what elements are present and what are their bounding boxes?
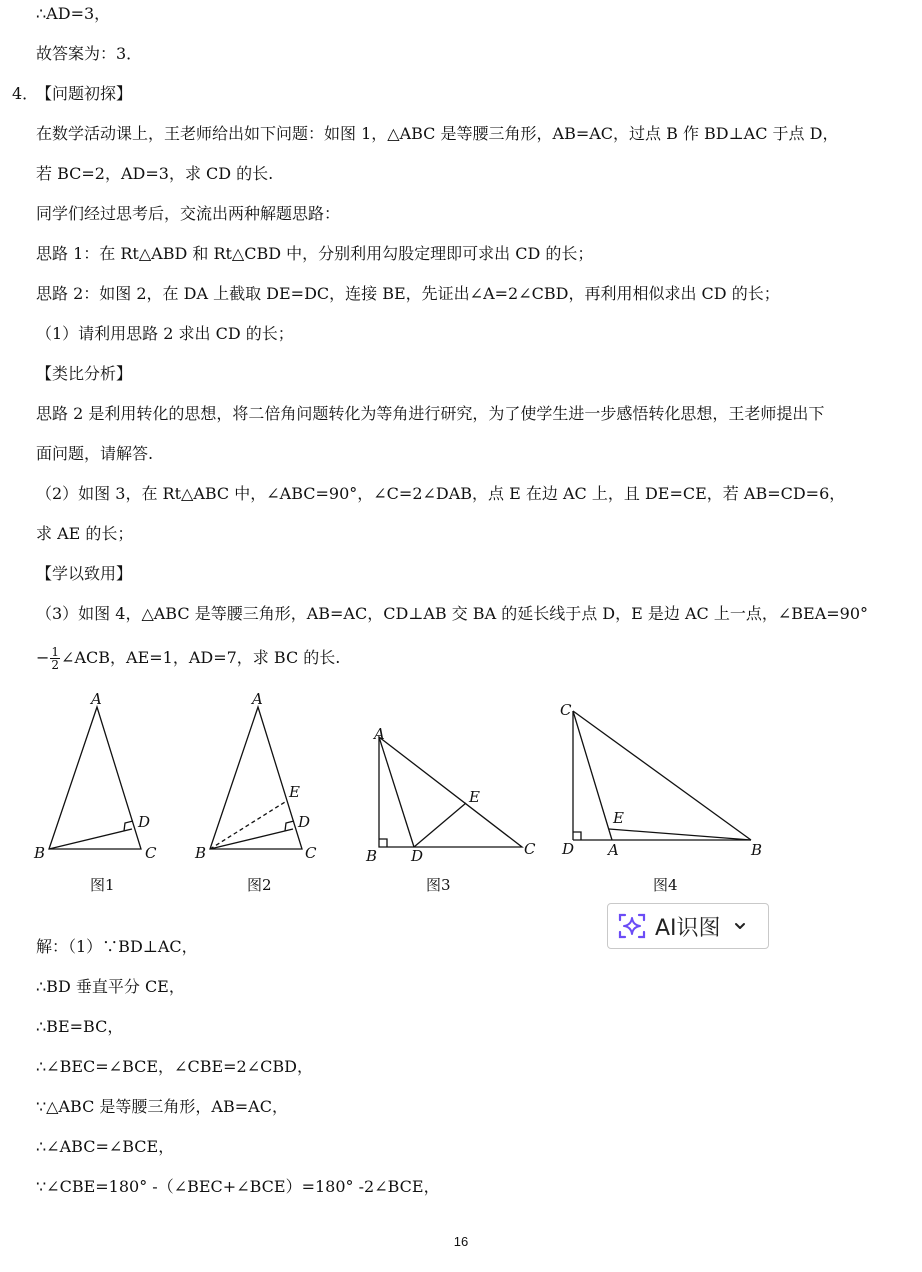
fig4-label-b: B: [751, 841, 763, 859]
text-line-16: （3）如图 4，△ABC 是等腰三角形，AB=AC，CD⊥AB 交 BA 的延长线于点 D，E 是边 AC 上一点，∠BEA=90°: [36, 604, 869, 623]
ai-recognize-button[interactable]: [607, 903, 769, 949]
text-line-17-rest: ∠ACB，AE=1，AD=7，求 BC 的长.: [61, 648, 341, 667]
fig4-label-e: E: [613, 809, 624, 827]
fig2-segment-be-dashed: [210, 802, 285, 849]
solution-line-2: ∴BD 垂直平分 CE，: [36, 977, 185, 996]
fig2-caption: 图2: [247, 876, 272, 894]
fig3-label-b: B: [366, 847, 378, 865]
fig3-label-d: D: [411, 847, 424, 865]
text-line-13: （2）如图 3，在 Rt△ABC 中，∠ABC=90°，∠C=2∠DAB，点 E 在边 AC 上，且 DE=CE，若 AB=CD=6，: [36, 484, 846, 503]
text-line-14: 求 AE 的长；: [36, 524, 134, 543]
text-line-4: 在数学活动课上，王老师给出如下问题：如图 1，△ABC 是等腰三角形，AB=AC，过点 B 作 BD⊥AC 于点 D，: [36, 124, 839, 143]
question-number: 4．: [12, 84, 39, 103]
page-number: 16: [453, 1234, 469, 1249]
fig2-label-e: E: [289, 783, 300, 801]
text-line-2: 故答案为：3．: [36, 44, 143, 63]
fig4-label-c: C: [560, 701, 572, 719]
fraction-denominator: 2: [51, 658, 60, 672]
text-line-17: [36, 646, 340, 671]
fig4-segment-cb: [573, 711, 751, 840]
figure-1: [49, 707, 141, 849]
fig1-segment-bd: [49, 829, 132, 849]
text-line-12: 面问题，请解答.: [36, 444, 154, 463]
fig3-segment-de: [414, 803, 466, 847]
figure-4: [573, 711, 751, 840]
fig4-label-a: A: [608, 841, 619, 859]
ai-recognize-label: AI识图: [655, 915, 721, 941]
solution-line-3: ∴BE=BC，: [36, 1017, 124, 1036]
section-heading-apply: 【学以致用】: [36, 564, 133, 583]
figure-2: [210, 707, 302, 849]
fig2-label-c: C: [305, 844, 317, 862]
fig3-right-angle-mark: [379, 839, 387, 847]
text-line-1: ∴AD=3，: [36, 4, 111, 23]
geometry-figures: [0, 680, 922, 895]
fig4-right-angle-mark: [573, 832, 581, 840]
fig4-label-d: D: [562, 840, 575, 858]
section-heading-problem: 【问题初探】: [36, 84, 133, 103]
fig2-segment-bd: [210, 829, 293, 849]
fig3-triangle: [379, 737, 522, 847]
text-line-9: （1）请利用思路 2 求出 CD 的长；: [36, 324, 294, 343]
solution-line-7: ∵∠CBE=180° -（∠BEC+∠BCE）=180° -2∠BCE，: [36, 1177, 440, 1196]
text-line-8: 思路 2：如图 2，在 DA 上截取 DE=DC，连接 BE，先证出∠A=2∠CBD，再利用相似求出 CD 的长；: [36, 284, 780, 303]
fraction-numerator: 1: [51, 645, 60, 659]
fig4-segment-ca: [573, 711, 612, 840]
fig1-caption: 图1: [90, 876, 115, 894]
text-line-5: 若 BC=2，AD=3，求 CD 的长.: [36, 164, 274, 183]
fig1-label-a: A: [91, 690, 102, 708]
fig1-triangle: [49, 707, 141, 849]
solution-line-4: ∴∠BEC=∠BCE，∠CBE=2∠CBD，: [36, 1057, 313, 1076]
fig3-label-a: A: [374, 725, 385, 743]
minus-sign: −: [36, 648, 50, 667]
fig1-label-d: D: [138, 813, 151, 831]
fig4-caption: 图4: [653, 876, 678, 894]
figure-3: [379, 737, 522, 847]
fig1-label-c: C: [145, 844, 157, 862]
chevron-down-icon: [733, 919, 747, 933]
fig4-segment-be: [609, 829, 751, 840]
fig2-label-a: A: [252, 690, 263, 708]
fig2-label-b: B: [195, 844, 207, 862]
text-line-11: 思路 2 是利用转化的思想，将二倍角问题转化为等角进行研究，为了使学生进一步感悟转化思想，王老师提出下: [36, 404, 825, 423]
fig1-label-b: B: [34, 844, 46, 862]
fig3-label-e: E: [469, 788, 480, 806]
sparkle-scan-icon: [617, 911, 647, 941]
solution-line-6: ∴∠ABC=∠BCE，: [36, 1137, 175, 1156]
solution-line-1: 解：（1）∵BD⊥AC，: [36, 937, 198, 956]
solution-line-5: ∵△ABC 是等腰三角形，AB=AC，: [36, 1097, 288, 1116]
text-line-7: 思路 1：在 Rt△ABD 和 Rt△CBD 中，分别利用勾股定理即可求出 CD 的长；: [36, 244, 594, 263]
fig2-triangle: [210, 707, 302, 849]
fig3-caption: 图3: [426, 876, 451, 894]
fig3-label-c: C: [524, 840, 536, 858]
fig3-segment-ad: [379, 737, 414, 847]
section-heading-analogy: 【类比分析】: [36, 364, 133, 383]
fraction-one-half: [50, 646, 60, 671]
text-line-6: 同学们经过思考后，交流出两种解题思路：: [36, 204, 341, 223]
fig2-label-d: D: [298, 813, 311, 831]
